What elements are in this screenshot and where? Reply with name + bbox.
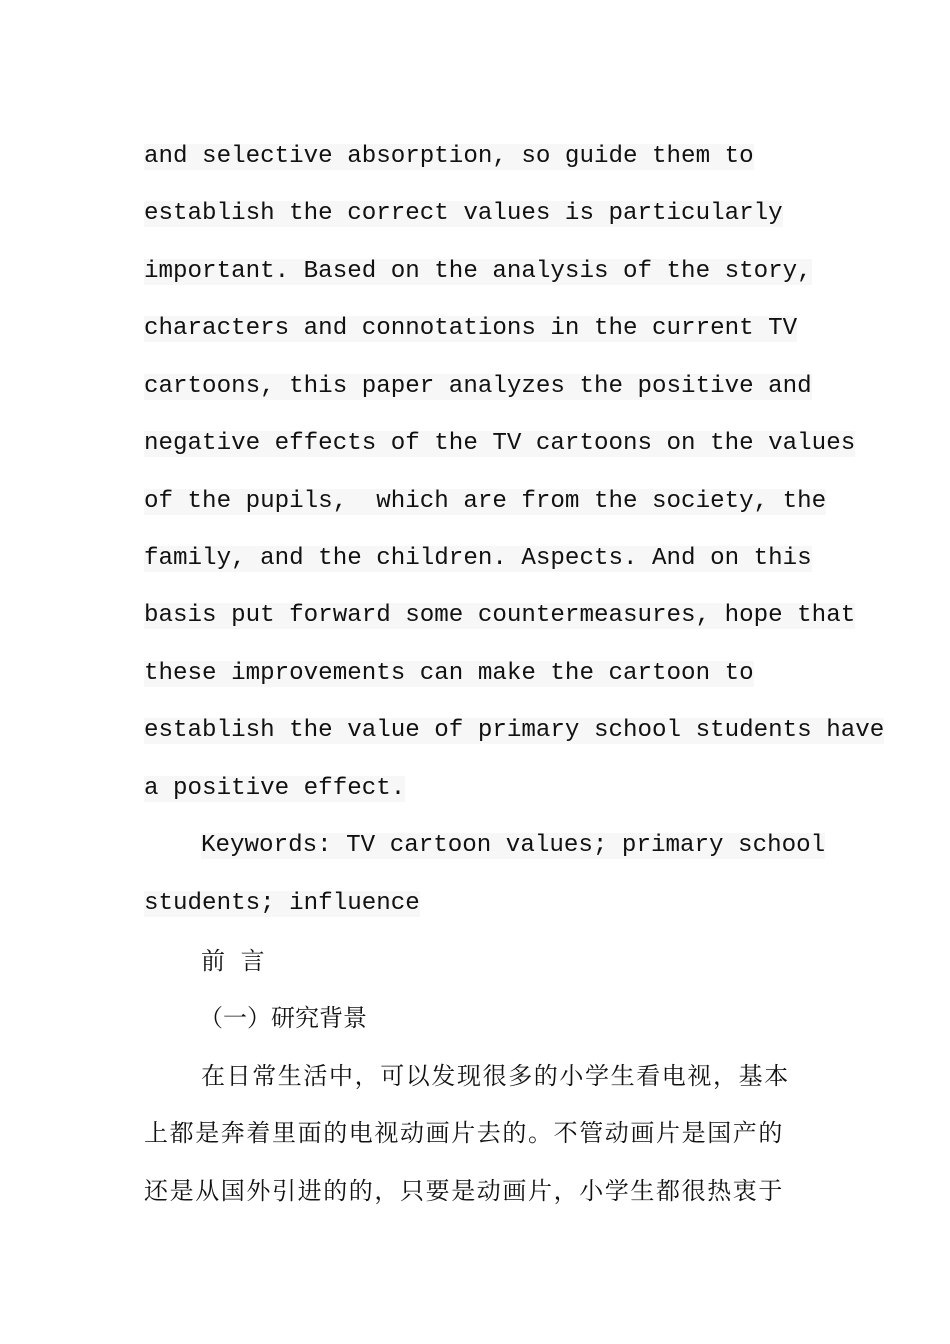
keywords-line-continued: students; influence — [144, 884, 420, 924]
body-paragraph-line: 在日常生活中，可以发现很多的小学生看电视，基本 — [201, 1062, 790, 1090]
abstract-line: negative effects of the TV cartoons on the values — [144, 424, 855, 464]
abstract-line: establish the value of primary school students have — [144, 711, 884, 751]
abstract-line: a positive effect. — [144, 769, 405, 809]
abstract-line: these improvements can make the cartoon to — [144, 654, 754, 694]
abstract-line: basis put forward some countermeasures, hope that — [144, 596, 855, 636]
abstract-line: of the pupils, which are from the society, the — [144, 482, 826, 522]
abstract-line: and selective absorption, so guide them to — [144, 137, 754, 177]
abstract-line: important. Based on the analysis of the story, — [144, 252, 812, 292]
section-heading: （一）研究背景 — [199, 1004, 367, 1032]
keywords-line: Keywords: TV cartoon values; primary school — [201, 826, 825, 866]
abstract-line: establish the correct values is particularly — [144, 194, 783, 234]
body-paragraph-line: 还是从国外引进的的，只要是动画片，小学生都很热衷于 — [144, 1177, 784, 1205]
body-paragraph-line: 上都是奔着里面的电视动画片去的。不管动画片是国产的 — [144, 1119, 784, 1147]
abstract-line: characters and connotations in the current TV — [144, 309, 797, 349]
abstract-line: cartoons, this paper analyzes the positive and — [144, 367, 812, 407]
abstract-line: family, and the children. Aspects. And on this — [144, 539, 812, 579]
preface-heading: 前 言 — [201, 947, 269, 975]
